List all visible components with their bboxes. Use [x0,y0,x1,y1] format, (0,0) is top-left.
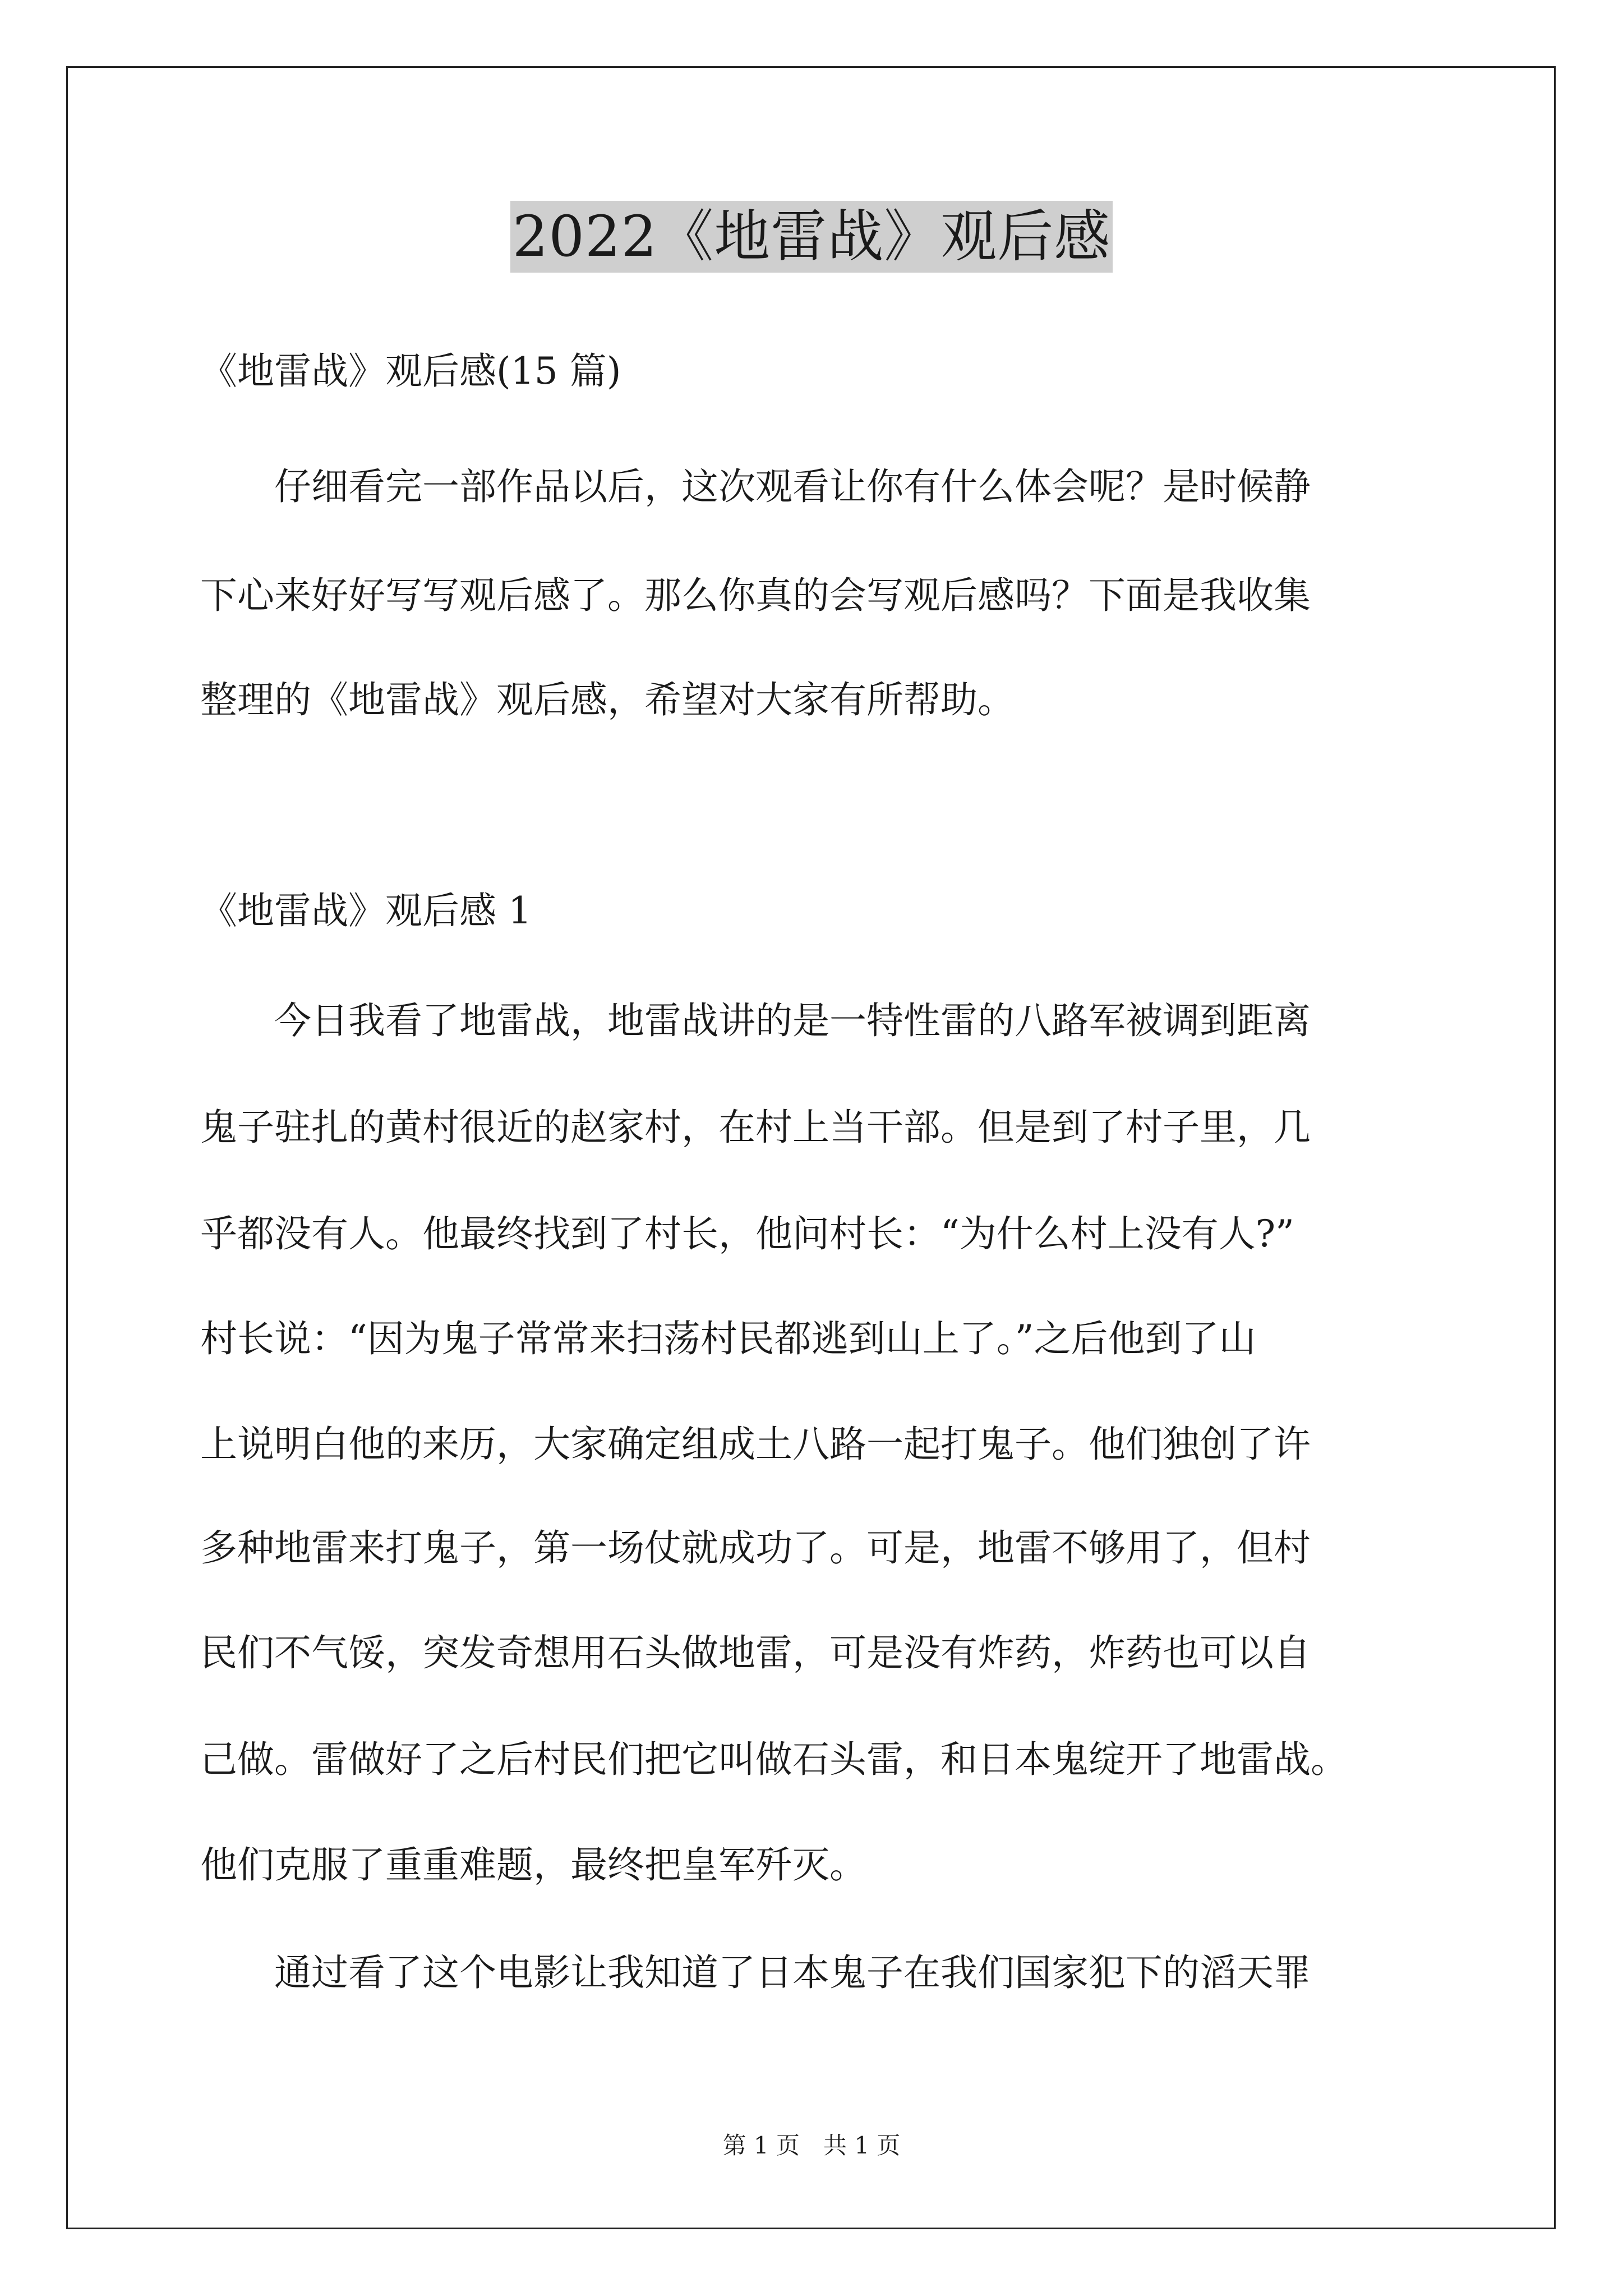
body-line-1: 今日我看了地雷战，地雷战讲的是一特性雷的八路军被调到距离 [200,999,1311,1042]
title-container [0,201,1623,273]
body-line-7: 民们不气馁，突发奇想用石头做地雷，可是没有炸药，炸药也可以自 [200,1631,1311,1674]
intro-line-2: 下心来好好写写观后感了。那么你真的会写观后感吗？下面是我收集 [200,574,1311,617]
intro-line-3: 整理的《地雷战》观后感，希望对大家有所帮助。 [200,678,1015,721]
intro-line-1: 仔细看完一部作品以后，这次观看让你有什么体会呢？是时候静 [200,465,1311,508]
body-line-5: 上说明白他的来历，大家确定组成土八路一起打鬼子。他们独创了许 [200,1423,1311,1466]
body-line-2: 鬼子驻扎的黄村很近的赵家村，在村上当干部。但是到了村子里，几 [200,1106,1311,1149]
body-line-9: 他们克服了重重难题，最终把皇军歼灭。 [200,1843,866,1887]
page-footer: 第 1 页 共 1 页 [722,2132,901,2159]
section-heading: 《地雷战》观后感 1 [200,889,532,932]
body-line-3: 乎都没有人。他最终找到了村长，他问村长：“为什么村上没有人?” [200,1212,1294,1255]
body-line-4: 村长说：“因为鬼子常常来扫荡村民都逃到山上了。”之后他到了山 [200,1317,1256,1360]
subtitle: 《地雷战》观后感(15 篇) [200,349,621,393]
body-line-6: 多种地雷来打鬼子，第一场仗就成功了。可是，地雷不够用了，但村 [200,1526,1311,1570]
body-line-10: 通过看了这个电影让我知道了日本鬼子在我们国家犯下的滔天罪 [200,1951,1311,1994]
page-title: 2022《地雷战》观后感 [510,201,1113,273]
body-line-8: 己做。雷做好了之后村民们把它叫做石头雷，和日本鬼绽开了地雷战。 [200,1738,1348,1781]
